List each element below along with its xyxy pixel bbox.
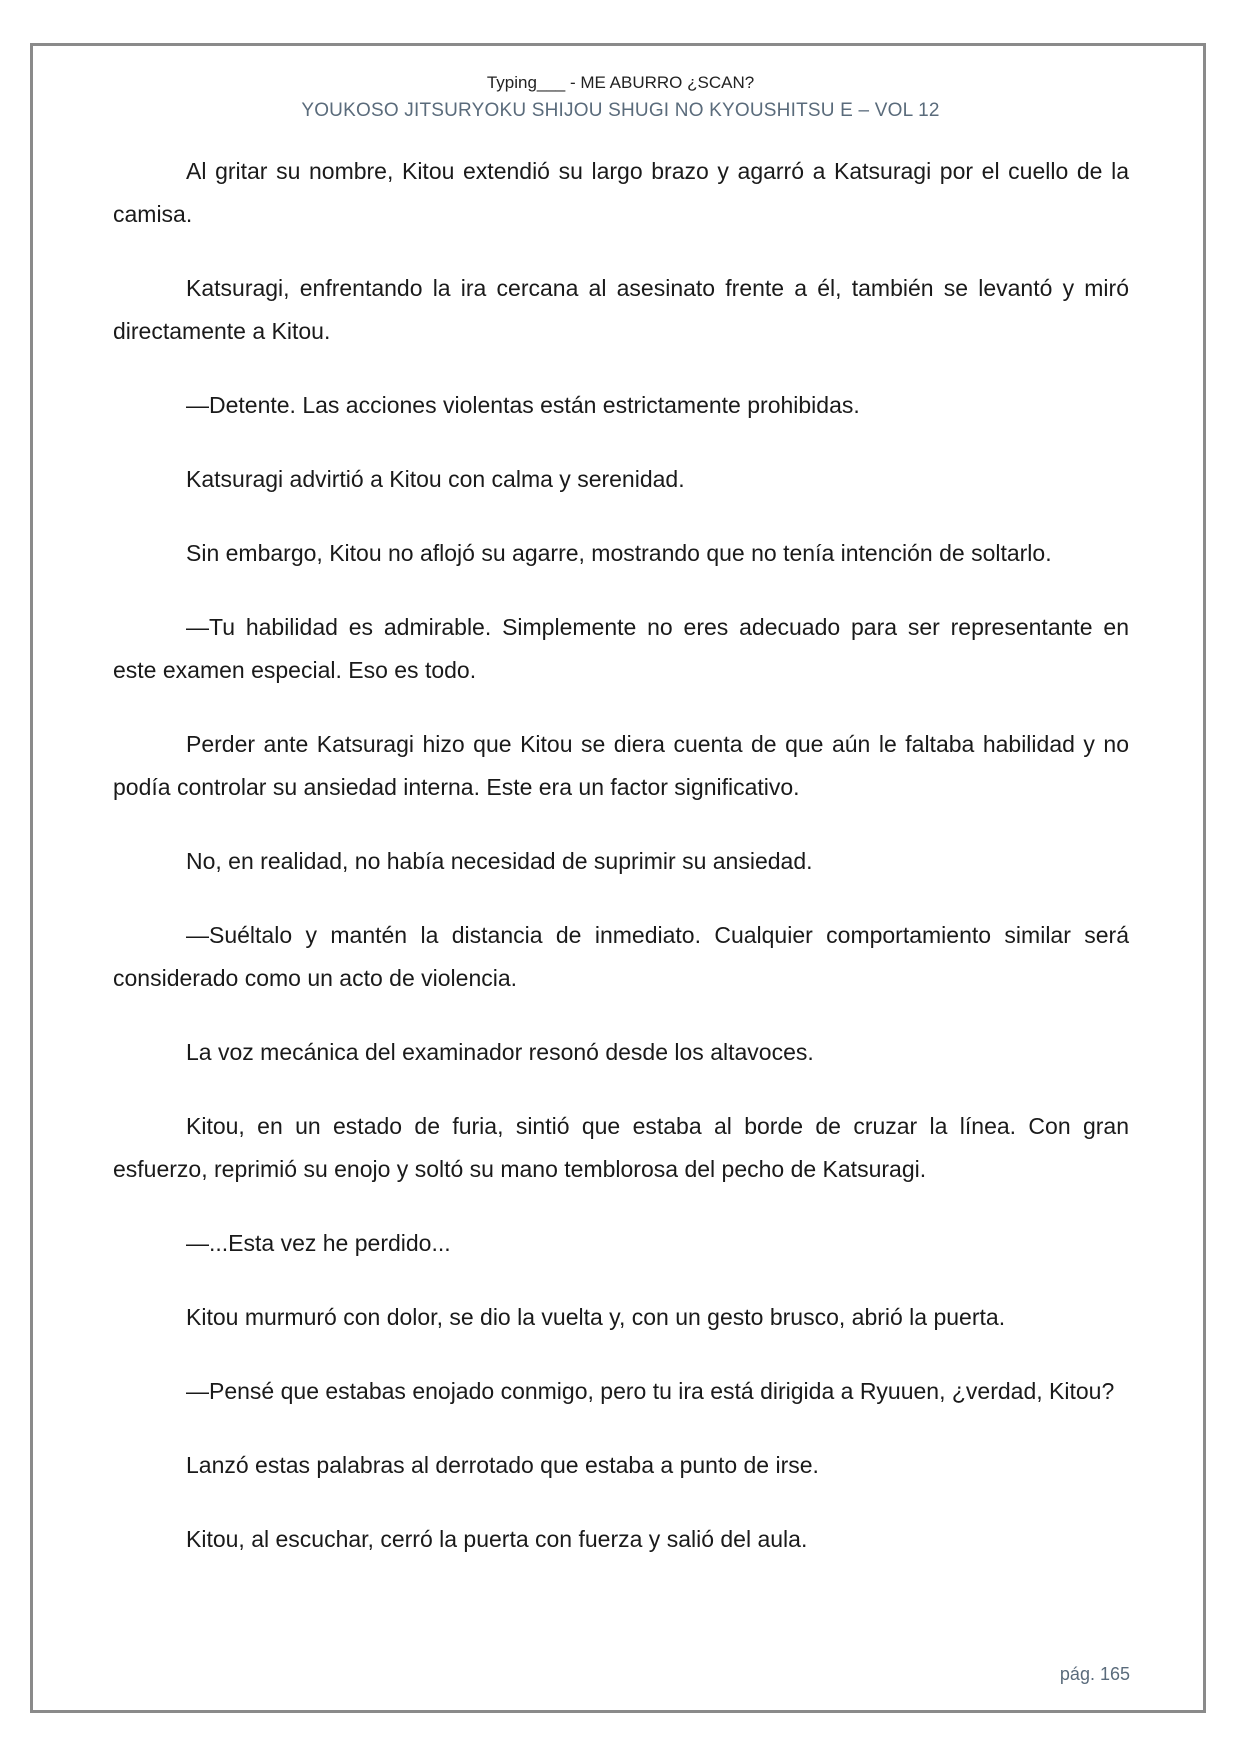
paragraph: —Suéltalo y mantén la distancia de inmediato. Cualquier comportamiento similar será considerado como un acto de violencia. bbox=[113, 922, 1129, 991]
paragraph: —Detente. Las acciones violentas están estrictamente prohibidas. bbox=[186, 392, 860, 418]
paragraph: Katsuragi advirtió a Kitou con calma y serenidad. bbox=[186, 466, 685, 492]
paragraph: Lanzó estas palabras al derrotado que estaba a punto de irse. bbox=[186, 1452, 819, 1478]
paragraph: Sin embargo, Kitou no aflojó su agarre, mostrando que no tenía intención de soltarlo. bbox=[186, 540, 1052, 566]
paragraph: No, en realidad, no había necesidad de suprimir su ansiedad. bbox=[186, 848, 813, 874]
paragraph: Kitou, en un estado de furia, sintió que estaba al borde de cruzar la línea. Con gran esfuerzo, reprimió su enojo y soltó su mano temblorosa del pecho de Katsuragi. bbox=[113, 1113, 1129, 1182]
paragraph: La voz mecánica del examinador resonó desde los altavoces. bbox=[186, 1039, 814, 1065]
header-credit: Typing___ - ME ABURRO ¿SCAN? bbox=[486, 73, 755, 92]
paragraph: —...Esta vez he perdido... bbox=[186, 1230, 451, 1256]
paragraph: Kitou murmuró con dolor, se dio la vuelta y, con un gesto brusco, abrió la puerta. bbox=[186, 1304, 1006, 1330]
header-title: YOUKOSO JITSURYOKU SHIJOU SHUGI NO KYOUSHITSU E – VOL 12 bbox=[301, 100, 940, 121]
paragraph: —Tu habilidad es admirable. Simplemente no eres adecuado para ser representante en este examen especial. Eso es todo. bbox=[113, 614, 1129, 683]
paragraph: Katsuragi, enfrentando la ira cercana al asesinato frente a él, también se levantó y miró directamente a Kitou. bbox=[113, 275, 1129, 344]
paragraph: Kitou, al escuchar, cerró la puerta con fuerza y salió del aula. bbox=[186, 1526, 808, 1552]
body-text bbox=[113, 150, 1129, 1592]
page-number: pág. 165 bbox=[1059, 1664, 1130, 1684]
paragraph: —Pensé que estabas enojado conmigo, pero tu ira está dirigida a Ryuuen, ¿verdad, Kitou? bbox=[186, 1378, 1115, 1404]
paragraph: Al gritar su nombre, Kitou extendió su largo brazo y agarró a Katsuragi por el cuello de la camisa. bbox=[113, 158, 1129, 227]
paragraph: Perder ante Katsuragi hizo que Kitou se diera cuenta de que aún le faltaba habilidad y no podía controlar su ansiedad interna. Este era un factor significativo. bbox=[113, 731, 1129, 800]
